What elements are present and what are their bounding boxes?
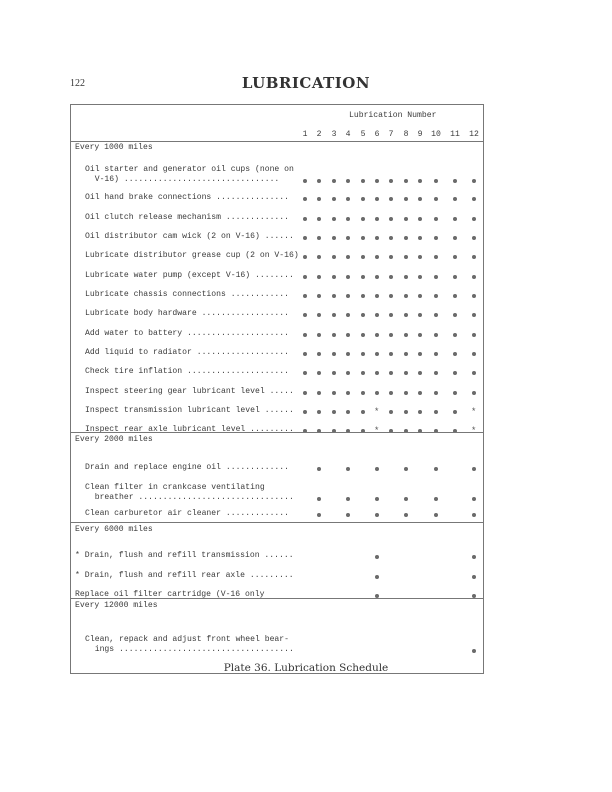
dot-mark	[453, 313, 457, 317]
dot-mark	[434, 236, 438, 240]
dot-mark	[346, 197, 350, 201]
dot-mark	[434, 255, 438, 259]
dot-mark	[375, 391, 379, 395]
dot-mark	[317, 255, 321, 259]
dot-mark	[317, 410, 321, 414]
dot-mark	[453, 371, 457, 375]
task-label: Oil starter and generator oil cups (none on	[85, 165, 294, 174]
dot-mark	[332, 313, 336, 317]
dot-mark	[361, 352, 365, 356]
dot-mark	[418, 313, 422, 317]
dot-mark	[303, 313, 307, 317]
dot-mark	[361, 217, 365, 221]
dot-mark	[418, 255, 422, 259]
task-label: Add water to battery .....................	[85, 329, 289, 338]
dot-mark	[404, 391, 408, 395]
column-number-12: 12	[469, 130, 479, 139]
dot-mark	[361, 236, 365, 240]
dot-mark	[346, 391, 350, 395]
dot-mark	[389, 179, 393, 183]
dot-mark	[375, 352, 379, 356]
task-label: Lubricate body hardware ..................	[85, 309, 289, 318]
asterisk-mark: *	[374, 426, 380, 436]
dot-mark	[389, 391, 393, 395]
dot-mark	[303, 179, 307, 183]
dot-mark	[375, 197, 379, 201]
dot-mark	[332, 333, 336, 337]
task-label: Clean carburetor air cleaner .............	[85, 509, 289, 518]
dot-mark	[404, 410, 408, 414]
dot-mark	[317, 497, 321, 501]
dot-mark	[418, 275, 422, 279]
task-label: Inspect rear axle lubricant level .........	[85, 425, 294, 434]
dot-mark	[389, 236, 393, 240]
dot-mark	[453, 352, 457, 356]
dot-mark	[317, 333, 321, 337]
dot-mark	[346, 294, 350, 298]
lubrication-schedule-table	[70, 104, 484, 674]
dot-mark	[389, 371, 393, 375]
column-number-7: 7	[388, 130, 394, 139]
task-label: Inspect transmission lubricant level ......	[85, 406, 294, 415]
dot-mark	[317, 313, 321, 317]
dot-mark	[375, 555, 379, 559]
dot-mark	[361, 179, 365, 183]
dot-mark	[453, 391, 457, 395]
task-label: Oil clutch release mechanism .............	[85, 213, 289, 222]
dot-mark	[317, 236, 321, 240]
dot-mark	[404, 352, 408, 356]
task-label: V-16) ................................	[85, 175, 280, 184]
dot-mark	[317, 352, 321, 356]
dot-mark	[361, 255, 365, 259]
dot-mark	[472, 555, 476, 559]
task-label: Replace oil filter cartridge (V-16 only	[75, 590, 265, 599]
dot-mark	[434, 313, 438, 317]
dot-mark	[375, 467, 379, 471]
dot-mark	[375, 217, 379, 221]
dot-mark	[453, 197, 457, 201]
task-label: Oil distributor cam wick (2 on V-16) ......	[85, 232, 294, 241]
dot-mark	[404, 275, 408, 279]
dot-mark	[361, 410, 365, 414]
dot-mark	[453, 236, 457, 240]
section-divider	[70, 598, 484, 599]
header-divider	[70, 141, 484, 142]
dot-mark	[434, 352, 438, 356]
dot-mark	[418, 179, 422, 183]
section-label: Every 1000 miles	[75, 143, 153, 152]
dot-mark	[375, 255, 379, 259]
dot-mark	[375, 236, 379, 240]
dot-mark	[389, 333, 393, 337]
dot-mark	[404, 179, 408, 183]
dot-mark	[375, 371, 379, 375]
task-label: Lubricate water pump (except V-16) ........	[85, 271, 294, 280]
dot-mark	[418, 294, 422, 298]
dot-mark	[375, 313, 379, 317]
dot-mark	[346, 352, 350, 356]
section-label: Every 12000 miles	[75, 601, 158, 610]
dot-mark	[303, 371, 307, 375]
column-number-3: 3	[331, 130, 337, 139]
dot-mark	[332, 217, 336, 221]
dot-mark	[418, 371, 422, 375]
dot-mark	[434, 197, 438, 201]
dot-mark	[361, 294, 365, 298]
dot-mark	[361, 313, 365, 317]
dot-mark	[332, 391, 336, 395]
dot-mark	[434, 371, 438, 375]
dot-mark	[375, 179, 379, 183]
dot-mark	[361, 197, 365, 201]
dot-mark	[346, 333, 350, 337]
dot-mark	[434, 333, 438, 337]
dot-mark	[418, 352, 422, 356]
page-number: 122	[70, 78, 85, 89]
dot-mark	[472, 255, 476, 259]
dot-mark	[303, 255, 307, 259]
dot-mark	[332, 275, 336, 279]
dot-mark	[346, 513, 350, 517]
dot-mark	[389, 294, 393, 298]
dot-mark	[434, 467, 438, 471]
dot-mark	[434, 391, 438, 395]
dot-mark	[375, 513, 379, 517]
dot-mark	[317, 217, 321, 221]
dot-mark	[472, 575, 476, 579]
dot-mark	[375, 333, 379, 337]
column-number-4: 4	[345, 130, 351, 139]
task-label: Add liquid to radiator ...................	[85, 348, 289, 357]
dot-mark	[404, 371, 408, 375]
dot-mark	[418, 197, 422, 201]
section-divider	[70, 432, 484, 433]
dot-mark	[472, 333, 476, 337]
dot-mark	[434, 179, 438, 183]
dot-mark	[332, 371, 336, 375]
asterisk-mark: *	[471, 407, 477, 417]
dot-mark	[361, 275, 365, 279]
dot-mark	[346, 467, 350, 471]
dot-mark	[472, 313, 476, 317]
dot-mark	[472, 294, 476, 298]
task-label: Lubricate distributor grease cup (2 on V-16)	[85, 251, 299, 260]
column-number-5: 5	[360, 130, 366, 139]
section-label: Every 6000 miles	[75, 525, 153, 534]
dot-mark	[472, 275, 476, 279]
dot-mark	[404, 333, 408, 337]
task-label: Clean filter in crankcase ventilating	[85, 483, 265, 492]
task-label: ings ....................................	[85, 645, 294, 654]
task-label: Lubricate chassis connections ............	[85, 290, 289, 299]
dot-mark	[472, 391, 476, 395]
dot-mark	[346, 255, 350, 259]
dot-mark	[332, 410, 336, 414]
dot-mark	[404, 217, 408, 221]
dot-mark	[453, 333, 457, 337]
dot-mark	[303, 236, 307, 240]
dot-mark	[453, 410, 457, 414]
dot-mark	[453, 179, 457, 183]
dot-mark	[303, 275, 307, 279]
dot-mark	[317, 275, 321, 279]
dot-mark	[404, 513, 408, 517]
header-title: Lubrication Number	[349, 111, 437, 120]
dot-mark	[303, 352, 307, 356]
dot-mark	[346, 236, 350, 240]
dot-mark	[453, 255, 457, 259]
dot-mark	[389, 410, 393, 414]
dot-mark	[404, 467, 408, 471]
dot-mark	[472, 649, 476, 653]
dot-mark	[453, 294, 457, 298]
dot-mark	[346, 275, 350, 279]
column-number-6: 6	[374, 130, 380, 139]
dot-mark	[317, 371, 321, 375]
dot-mark	[317, 513, 321, 517]
asterisk-mark: *	[374, 407, 380, 417]
dot-mark	[472, 217, 476, 221]
dot-mark	[332, 352, 336, 356]
dot-mark	[346, 497, 350, 501]
task-label: * Drain, flush and refill rear axle .........	[75, 571, 294, 580]
dot-mark	[375, 294, 379, 298]
dot-mark	[472, 197, 476, 201]
dot-mark	[404, 255, 408, 259]
dot-mark	[332, 294, 336, 298]
dot-mark	[346, 217, 350, 221]
task-label: Oil hand brake connections ...............	[85, 193, 289, 202]
dot-mark	[404, 294, 408, 298]
task-label: Inspect steering gear lubricant level .....	[85, 387, 294, 396]
dot-mark	[346, 313, 350, 317]
dot-mark	[434, 513, 438, 517]
section-label: Every 2000 miles	[75, 435, 153, 444]
task-label: breather ................................	[85, 493, 294, 502]
column-number-8: 8	[403, 130, 409, 139]
dot-mark	[472, 371, 476, 375]
dot-mark	[317, 179, 321, 183]
dot-mark	[303, 410, 307, 414]
dot-mark	[418, 236, 422, 240]
column-number-10: 10	[431, 130, 441, 139]
dot-mark	[346, 371, 350, 375]
dot-mark	[389, 352, 393, 356]
task-label: Clean, repack and adjust front wheel bear-	[85, 635, 289, 644]
dot-mark	[375, 575, 379, 579]
dot-mark	[361, 391, 365, 395]
dot-mark	[472, 497, 476, 501]
dot-mark	[434, 410, 438, 414]
task-label: Drain and replace engine oil .............	[85, 463, 289, 472]
dot-mark	[472, 236, 476, 240]
dot-mark	[418, 391, 422, 395]
dot-mark	[332, 197, 336, 201]
section-divider	[70, 522, 484, 523]
dot-mark	[389, 197, 393, 201]
dot-mark	[404, 236, 408, 240]
dot-mark	[418, 217, 422, 221]
dot-mark	[375, 497, 379, 501]
dot-mark	[389, 217, 393, 221]
dot-mark	[453, 217, 457, 221]
dot-mark	[472, 513, 476, 517]
task-label: * Drain, flush and refill transmission ......	[75, 551, 294, 560]
dot-mark	[418, 333, 422, 337]
dot-mark	[389, 255, 393, 259]
dot-mark	[346, 410, 350, 414]
dot-mark	[346, 179, 350, 183]
column-number-11: 11	[450, 130, 460, 139]
dot-mark	[303, 391, 307, 395]
dot-mark	[434, 275, 438, 279]
asterisk-mark: *	[471, 426, 477, 436]
dot-mark	[375, 275, 379, 279]
dot-mark	[434, 294, 438, 298]
dot-mark	[418, 410, 422, 414]
dot-mark	[389, 275, 393, 279]
page-title: LUBRICATION	[241, 74, 371, 92]
dot-mark	[332, 255, 336, 259]
figure-caption: Plate 36. Lubrication Schedule	[223, 662, 389, 674]
dot-mark	[404, 197, 408, 201]
dot-mark	[389, 313, 393, 317]
dot-mark	[453, 275, 457, 279]
task-label: Check tire inflation .....................	[85, 367, 289, 376]
dot-mark	[303, 217, 307, 221]
dot-mark	[317, 467, 321, 471]
dot-mark	[303, 294, 307, 298]
column-number-1: 1	[302, 130, 308, 139]
dot-mark	[317, 294, 321, 298]
dot-mark	[332, 236, 336, 240]
dot-mark	[472, 179, 476, 183]
dot-mark	[361, 333, 365, 337]
dot-mark	[361, 371, 365, 375]
dot-mark	[317, 197, 321, 201]
dot-mark	[404, 497, 408, 501]
dot-mark	[303, 197, 307, 201]
dot-mark	[434, 497, 438, 501]
dot-mark	[332, 179, 336, 183]
dot-mark	[434, 217, 438, 221]
column-number-9: 9	[417, 130, 423, 139]
column-number-2: 2	[316, 130, 322, 139]
dot-mark	[472, 352, 476, 356]
dot-mark	[303, 333, 307, 337]
dot-mark	[404, 313, 408, 317]
dot-mark	[472, 467, 476, 471]
dot-mark	[317, 391, 321, 395]
